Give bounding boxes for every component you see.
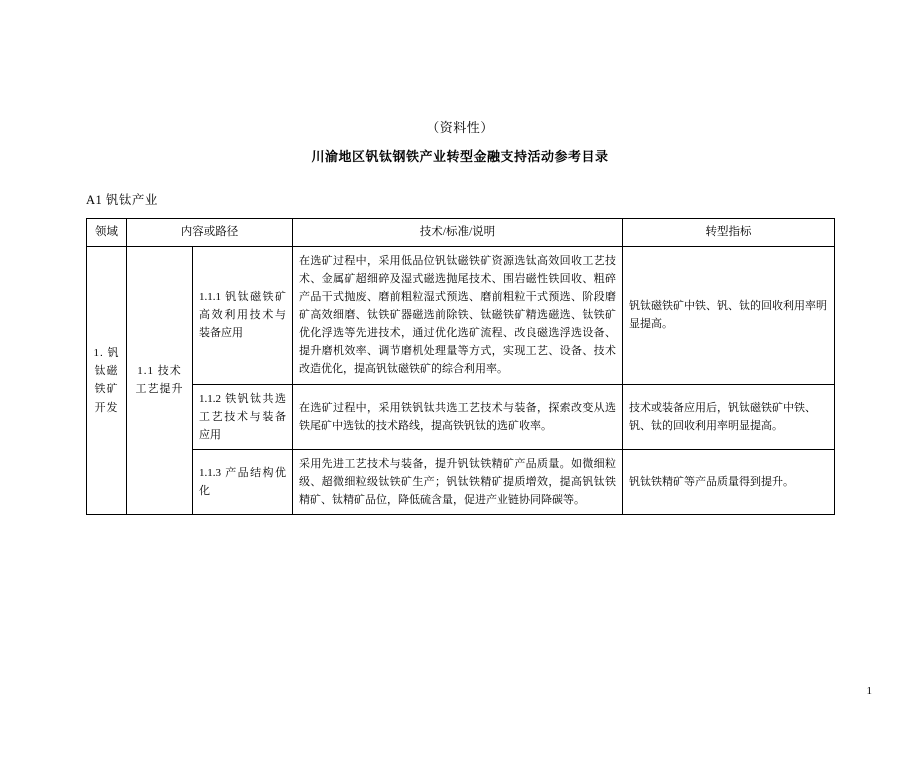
cell-description: 在选矿过程中，采用铁钒钛共选工艺技术与装备，探索改变从选铁尾矿中选钛的技术路线，提高铁钒钛的选矿收率。 (293, 384, 623, 449)
page-number: 1 (866, 685, 872, 697)
cell-indicator: 钒钛铁精矿等产品质量得到提升。 (623, 449, 835, 514)
column-header-indicator: 转型指标 (623, 218, 835, 246)
column-header-path: 内容或路径 (127, 218, 293, 246)
table-header-row (87, 218, 835, 246)
transition-catalog-table (86, 218, 835, 516)
cell-tech: 1.1.2 铁钒钛共选工艺技术与装备应用 (193, 384, 293, 449)
cell-tech: 1.1.3 产品结构优化 (193, 449, 293, 514)
cell-domain: 1. 钒钛磁铁矿开发 (87, 246, 127, 515)
table-row (87, 384, 835, 449)
cell-path: 1.1 技术工艺提升 (127, 246, 193, 515)
cell-description: 采用先进工艺技术与装备，提升钒钛铁精矿产品质量。如微细粒级、超微细粒级钛铁矿生产；钒钛铁精矿提质增效，提高钒钛铁精矿、钛精矿品位，降低硫含量，促进产业链协同降碳等。 (293, 449, 623, 514)
document-title: 川渝地区钒钛钢铁产业转型金融支持活动参考目录 (311, 148, 609, 164)
header-note: （资料性） (426, 120, 494, 135)
section-label: A1 钒钛产业 (86, 192, 158, 207)
cell-description: 在选矿过程中，采用低品位钒钛磁铁矿资源选钛高效回收工艺技术、金属矿超细碎及湿式磁选抛尾技术、围岩磁性铁回收、粗碎产品干式抛废、磨前粗粒湿式预选、磨前粗粒干式预选、阶段磨矿高效细磨、钛铁矿器磁选前除铁、钛磁铁矿精选磁选、钛铁矿优化浮选等先进技术，通过优化选矿流程、改良磁选浮选设备、提升磨机效率、调节磨机处理量等方式，实现工艺、设备、技术改造优化，提高钒钛磁铁矿的综合利用率。 (293, 246, 623, 384)
column-header-domain: 领域 (87, 218, 127, 246)
table-row (87, 449, 835, 514)
cell-tech: 1.1.1 钒钛磁铁矿高效利用技术与装备应用 (193, 246, 293, 384)
document-header (0, 118, 920, 168)
document-page (0, 118, 920, 769)
table-row (87, 246, 835, 384)
cell-indicator: 技术或装备应用后，钒钛磁铁矿中铁、钒、钛的回收利用率明显提高。 (623, 384, 835, 449)
column-header-tech: 技术/标准/说明 (293, 218, 623, 246)
cell-indicator: 钒钛磁铁矿中铁、钒、钛的回收利用率明显提高。 (623, 246, 835, 384)
